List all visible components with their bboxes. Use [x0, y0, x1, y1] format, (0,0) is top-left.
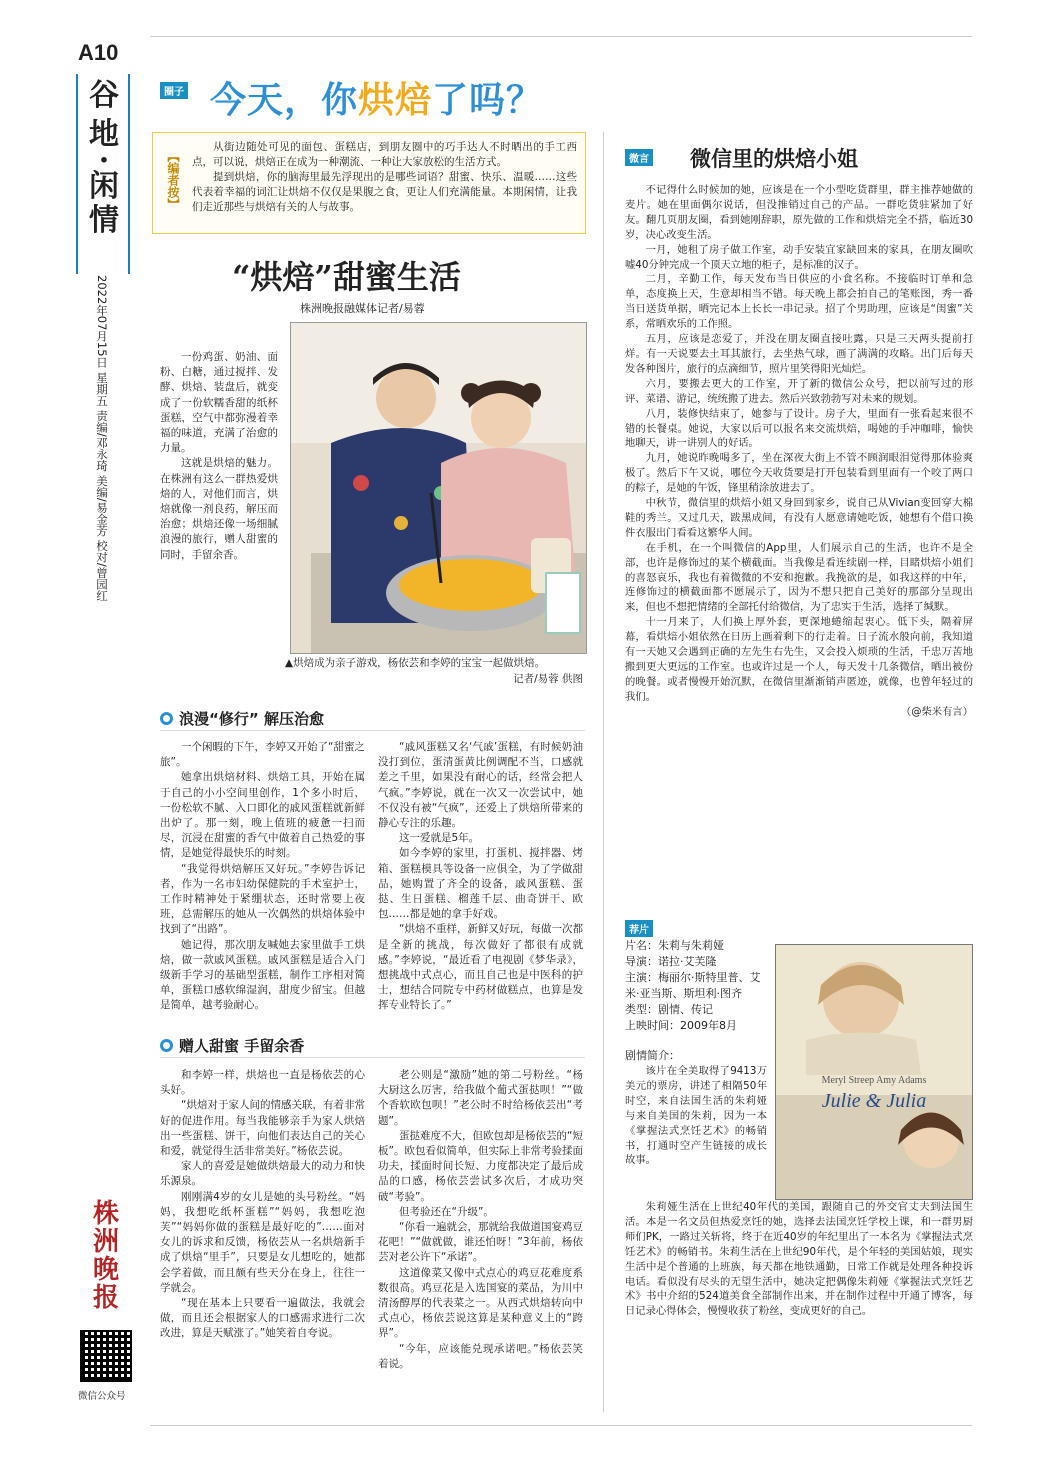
section-char: · [98, 143, 110, 178]
photo-credit: 记者/易蓉 供图 [513, 673, 583, 685]
newspaper-logo [80, 1200, 132, 1320]
bullet-circle-icon [160, 712, 173, 725]
body-paragraph: 一个闲暇的下午，李婷又开始了“甜蜜之旅”。 [160, 741, 365, 769]
body-paragraph: 这一爱就是5年。 [399, 832, 480, 845]
film-intro-paragraph: 该片在全美取得了9413万美元的票房，讲述了相隔50年时空，来自法国生活的朱莉娅与来自美国的朱莉，因为一本《掌握法式烹饪艺术》的畅销书，打通时空产生链接的成长故事。 [625, 1065, 767, 1167]
article-photo [290, 322, 587, 654]
body-paragraph: 中秋节，微信里的烘焙小姐又身回到家乡，说自己从Vivian变回穿大棉鞋的秀兰。又过几天，跋黑成间，有没有人愿意请她吃饭，她想有个借口换件衣服出门看看这繁华人间。 [625, 497, 973, 539]
body-paragraph: 她拿出烘焙材料、烘焙工具，开始在属于自己的小小空间里创作，1个多小时后，一份松软不腻、入口即化的戚风蛋糕就新鲜出炉了。那一刻，晚上值班的疲惫一扫而尽，沉浸在甜蜜的香气中做着自己热爱的事情，是她觉得最快乐的时刻。 [160, 771, 365, 860]
subheading-text: 赠人甜蜜 手留余香 [179, 1037, 305, 1055]
intro-paragraph: 这就是烘焙的魅力。在株洲有这么一群热爱烘焙的人，对他们而言，烘焙就像一剂良药，解压而治愈；烘焙还像一场细腻浪漫的旅行，赠人甜蜜的同时，手留余香。 [160, 457, 278, 561]
banner-tag-label: 圈子 [160, 82, 188, 99]
section-char: 地 [89, 117, 119, 152]
photo-illustration [291, 323, 586, 653]
poster-illustration [776, 945, 972, 1199]
film-field: 导演：诺拉·艾芙隆 [625, 955, 717, 968]
body-paragraph: “现在基本上只要看一遍做法，我就会做，而且还会根据家人的口感需求进行二次改进，算是天赋涨了。”她笑着自夸说。 [160, 1297, 365, 1340]
section-name [78, 74, 130, 274]
film-field: 片名：朱莉与朱莉娅 [625, 939, 724, 952]
photo-caption [285, 655, 583, 687]
body-paragraph: 不记得什么时候加的她，应该是在一个小型吃货群里，群主推荐她做的麦片。她在里面偶尔说话，但没推销过自己的产品。一群吃货驻紧加了好友。翻几页朋友圈，看到她刚辞职，原先做的工作和烘焙完全不搭，临近30岁，决心改变生活。 [625, 184, 973, 241]
right-article-body [625, 183, 973, 720]
subheading-2 [160, 1035, 585, 1056]
body-paragraph: 家人的喜爱是她做烘焙最大的动力和快乐源泉。 [160, 1160, 365, 1188]
section-char: 闲 [89, 169, 119, 204]
body-paragraph: “今年，应该能兑现承诺吧。”杨依芸笑着说。 [378, 1342, 583, 1370]
right-tag-label: 微言 [625, 149, 653, 166]
section-char: 谷 [89, 78, 119, 113]
body-paragraph: 二月，辛勤工作，每天发布当日供应的小食名称。不接临时订单和急单，态度换上天，生意却相当不错。每天晚上都会拍自己的笔账图，秀一番当日送货单据，晒完记本上长长一串记录。招了个男助理，应该是“闺蜜”关系，常晒欢乐的工作照。 [625, 273, 973, 331]
article-byline: 株洲晚报融媒体记者/易蓉 [300, 302, 425, 315]
body-paragraph: 五月，应该是恋爱了，并没在朋友圈直接吐露，只是三天两头提前打烊。有一天说要去土耳其旅行，去坐热气球，画了满满的攻略。出门后每天发各种图片，旅行的点滴细节，照片里笑得阳光灿烂。 [625, 333, 973, 375]
editor-note-paragraph: 提到烘焙，你的脑海里最先浮现出的是哪些词语？甜蜜、快乐、温暖……这些代表着幸福的词汇让烘焙不仅仅是果腹之食，更让人们充满能量。本期闲情，让我们走近那些与烘焙有关的人与故事。 [192, 171, 577, 213]
banner-title-highlight: 烘焙 [358, 80, 433, 121]
body-paragraph: 九月，她说昨晚喝多了，坐在深夜大街上不管不顾润眼泪觉得那体验爽极了。然后下午又说，哪位今天收货要是打开包装看到里面有一个咬了两口的粽子，是她的午饭，锋里稍涂放进去了。 [625, 452, 973, 495]
body-paragraph: 在手机，在一个叫微信的App里，人们展示自己的生活，也许不是全部，也许是修饰过的某个横截面。当我像是看连续剧一样，目睹烘焙小姐们的喜怒哀乐，我也有着微微的不安和抱歉。我挽欲的是，如我这样的中年，连修饰过的横截面都不愿展示了，因为不想只把自己美好的那部分呈现出来，但也不想把情绪的全部托付给微信，为了忠实于生活，选择了缄默。 [625, 541, 973, 614]
film-intro-continued [625, 1200, 973, 1319]
banner-tag [160, 80, 188, 99]
subheading-1 [160, 708, 585, 729]
sub2-column-2 [378, 1068, 583, 1372]
right-article-title: 微信里的烘焙小姐 [690, 146, 858, 171]
film-poster [775, 944, 973, 1200]
body-paragraph: 十一月来了，人们换上厚外套，更深地蜷缩起衷心。低下头，隔着屏幕，看烘焙小姐依然在日历上画着剩下的行走着。日子流水般向前，我知道有一天她又会遇到正确的左先生右先生，又会投入烦琐的生活，千忠万苦地搬到更大更远的工作室。也或许过是一个人，每天发十几条微信，晒出被份的晚餐。或者慢慢开始沉默，在微信里渐渐销声匿迹，就像，也曾年轻过的我们。 [625, 616, 973, 703]
editor-note-paragraph: 从街边随处可见的面包、蛋糕店，到朋友圈中的巧手达人不时晒出的手工西点，可以说，烘焙正在成为一种潮流、一种让大家放松的生活方式。 [192, 141, 577, 168]
body-paragraph: 六月，要搬去更大的工作室，开了新的微信公众号，把以前写过的形评、菜谱、游记，统统搬了进去。然后兴致勃勃写对未来的规划。 [625, 377, 973, 405]
intro-paragraph: 一份鸡蛋、奶油、面粉、白糖，通过搅拌、发酵、烘焙、装盘后，就变成了一份软糯香甜的纸杯蛋糕，空气中都弥漫着幸福的味道，充满了治愈的力量。 [160, 351, 278, 455]
body-paragraph: 八月，装修快结束了，她参与了设计。房子大，里面有一张看起来很不错的长餐桌。她说，大家以后可以报名来交流烘焙，喝她的手冲咖啡，愉快地聊天，讲一讲别人的好话。 [625, 407, 973, 450]
body-paragraph: 她记得，那次朋友喊她去家里做手工烘焙，做一款戚风蛋糕。戚风蛋糕是适合入门级新手学习的基础型蛋糕，制作工序相对简单，蛋糕口感软绵湿润，甜度少留宝。但越是简单，越考验耐心。 [160, 938, 365, 1012]
editor-note-text [192, 140, 577, 215]
banner-title-part: 今天，你 [210, 80, 359, 121]
film-field: 上映时间：2009年8月 [625, 1019, 737, 1032]
section-divider [76, 74, 78, 274]
qr-code-icon[interactable] [80, 1330, 132, 1382]
body-paragraph: 这道像菜又像中式点心的鸡豆花难度系数很高。鸡豆花是入选国宴的菜品，为川中清汤醇厚的代表菜之一。从西式烘焙转向中式点心，杨依芸说这算是某种意义上的“跨界”。 [378, 1266, 583, 1340]
subheading-text: 浪漫“修行” 解压治愈 [179, 710, 324, 728]
film-field: 主演：梅丽尔·斯特里普、艾米·亚当斯、斯坦利·图齐 [625, 971, 761, 1000]
column-divider [603, 132, 604, 1412]
right-article-author: （@柴米有言） [900, 705, 973, 718]
page-number: A10 [78, 40, 119, 65]
sub2-column-1 [160, 1068, 365, 1342]
film-tag-label: 荐片 [625, 920, 653, 937]
section-divider [128, 74, 130, 274]
banner-title [210, 72, 543, 123]
body-paragraph: “你看一遍就会，那就给我做道国宴鸡豆花吧！”“做就做，谁还怕呀！”3年前，杨依芸对老公许下“承诺”。 [378, 1221, 583, 1264]
body-paragraph: 蛋挞难度不大，但欧包却是杨依芸的“短板”。欧包看似简单，但实际上非常考验揉面功夫，揉面时间长短、力度都决定了最后成品的口感，杨依芸尝试多次后，才成功突破“考验”。 [378, 1129, 583, 1203]
film-intro-label: 剧情简介： [625, 1049, 680, 1062]
body-paragraph: 刚刚满4岁的女儿是她的头号粉丝。“妈妈，我想吃纸杯蛋糕”“妈妈，我想吃泡芙”“妈妈你做的蛋糕是最好吃的”……面对女儿的诉求和反馈，杨依芸从一名烘焙新手成了烘焙“里手”，只要是女儿想吃的，她都会学着做，而且颇有些天分在身上，往往一学就会。 [160, 1190, 365, 1294]
banner-title-part: 了吗？ [432, 80, 544, 121]
section-char: 情 [89, 203, 119, 238]
logo-char: 洲 [92, 1227, 119, 1257]
film-intro-paragraph: 朱莉娅生活在上世纪40年代的美国，跟随自己的外交官丈夫到法国生活。本是一名文员但热爱烹饪的她，选择去法国烹饪学校上课，和一群男厨师们PK，一路过关斩将，终于在近40岁的年纪里出了一本名为《掌握法式烹饪艺术》的畅销书。朱莉生活在上世纪90年代，是个年轻的美国姑娘，现实生活中是个普通的上班族，每天都在地铁通勤，日常工作就是处理各种投诉电话。看似没有尽头的无望生活中，她决定把偶像朱莉娅《掌握法式烹饪艺术》书中介绍的524道美食全部制作出来，并在制作过程中开通了博客，每日记录心得体会，慢慢收获了粉丝，变成更好的自己。 [625, 1201, 973, 1318]
wechat-label: 微信公众号 [78, 1391, 126, 1402]
article-intro [160, 350, 278, 563]
film-tag [625, 918, 653, 937]
right-tag [625, 147, 653, 166]
sub1-column-2 [378, 740, 583, 1014]
sub1-column-1 [160, 740, 365, 1014]
editor-note-tag: 【编者按】 [166, 150, 180, 210]
body-paragraph: “戚风蛋糕又名‘气戚’蛋糕，有时候奶油没打到位，蛋清蛋黄比例调配不当，口感就差之千里，如果没有耐心的话，经常会把人气疯。”李婷说，就在一次又一次尝试中，她不仅没有被“气疯”，还爱上了烘焙所带来的静心专注的乐趣。 [378, 741, 583, 830]
body-paragraph: 和李婷一样，烘焙也一直是杨依芸的心头好。 [160, 1069, 365, 1097]
body-paragraph: “烘焙不重样，新鲜又好玩，每做一次都是全新的挑战，每次做好了都很有成就感。”李婷说，“最近看了电视剧《梦华录》，想挑战中式点心，而且自己也是中医科的护士，想结合同院专中药材做糕点，也算是发挥专业特长了。” [378, 923, 583, 1012]
photo-caption-text: ▲烘焙成为亲子游戏，杨依芸和李婷的宝宝一起做烘焙。 [285, 657, 546, 669]
poster-cast: Meryl Streep Amy Adams [821, 1075, 927, 1086]
body-paragraph: 但考验还在“升级”。 [399, 1205, 494, 1218]
body-paragraph: 老公则是“激励”她的第二号粉丝。“杨大厨这么厉害，给我做个葡式蛋挞呗！”“做个香软欧包呗！”老公时不时给杨依芸出“考题”。 [378, 1069, 583, 1127]
logo-char: 晚 [92, 1255, 119, 1285]
body-paragraph: “烘焙对于家人间的情感关联，有着非常好的促进作用。每当我能够亲手为家人烘焙出一些蛋糕、饼干，向他们表达自己的关心和爱，就觉得生活非常美好。”杨依芸说。 [160, 1099, 365, 1158]
body-paragraph: 一月，她租了房子做工作室，动手安装宜家缺回来的家具，在朋友圈吹嘘40分钟完成一个顶天立地的柜子，是标准的汉子。 [625, 243, 973, 271]
logo-char: 报 [92, 1283, 119, 1313]
article-title: “烘焙”甜蜜生活 [232, 258, 461, 296]
bullet-circle-icon [160, 1039, 173, 1052]
dateline: 2022年07月15日 星期五 责编/邓永琦 美编/易金芳 校对/曾园红 [95, 275, 109, 602]
body-paragraph: 如今李婷的家里，打蛋机、搅拌器、烤箱、蛋糕模具等设备一应俱全，为了学做甜品，她购置了齐全的设备，戚风蛋糕、蛋挞、生日蛋糕、榴莲千层、曲奇饼干、欧包……都是她的拿手好戏。 [378, 847, 583, 921]
logo-char: 株 [92, 1199, 119, 1229]
film-info [625, 938, 767, 1168]
poster-title: Julie & Julia [821, 1090, 927, 1112]
body-paragraph: “我觉得烘焙解压又好玩。”李婷告诉记者，作为一名市妇幼保健院的手术室护士，工作时精神处于紧绷状态，还时常要上夜班，总需解压的她从一次偶然的烘焙体验中找到了“出路”。 [160, 862, 365, 936]
film-field: 类型：剧情、传记 [625, 1003, 713, 1016]
